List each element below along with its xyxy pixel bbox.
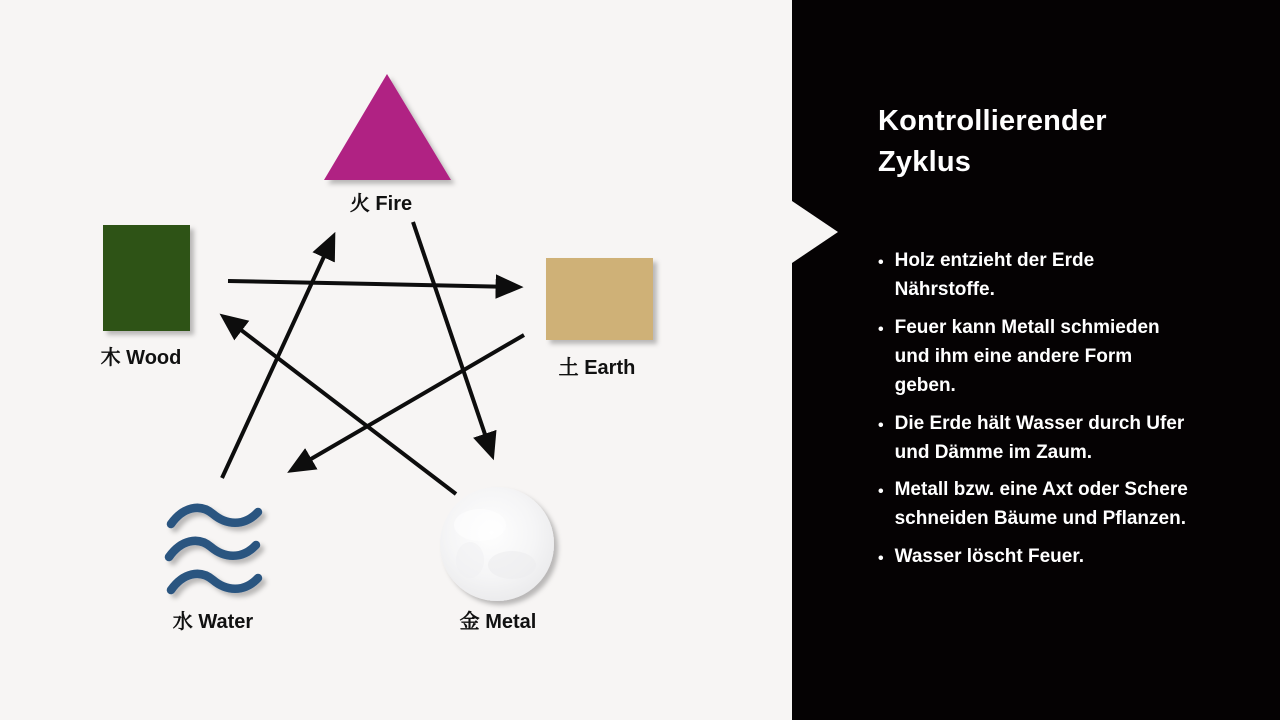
bullet-icon (878, 543, 895, 572)
metal-label: 金 Metal (459, 611, 537, 633)
wave-line (169, 541, 256, 557)
bullet-text: Metall bzw. eine Axt oder Schere schneiden Bäume und Pflanzen. (894, 479, 1188, 530)
water-label: 水 Water (172, 611, 254, 633)
bullet-item (878, 476, 1196, 534)
arrow-water-to-fire (222, 237, 333, 478)
bullet-icon (878, 410, 895, 468)
bullet-item (878, 543, 1196, 572)
panel-notch (792, 201, 838, 263)
bullet-icon (878, 476, 895, 534)
right-panel (792, 0, 1280, 720)
wave-line (171, 574, 258, 590)
arrow-wood-to-earth (228, 281, 518, 287)
bullet-item (878, 247, 1196, 305)
fire-triangle-shape (324, 74, 451, 180)
bullet-text: Holz entzieht der Erde Nährstoffe. (894, 250, 1095, 301)
page-title: Kontrollierender Zyklus (878, 105, 1107, 179)
bullet-text: Die Erde hält Wasser durch Ufer und Dämme im Zaum. (894, 412, 1185, 463)
bullet-item (878, 410, 1196, 468)
bullet-list (878, 247, 1196, 572)
arrow-metal-to-wood (224, 317, 456, 494)
wave-line (171, 508, 258, 524)
bullet-text: Feuer kann Metall schmieden und ihm eine andere Form geben. (894, 317, 1160, 396)
earth-rectangle-shape (546, 258, 653, 340)
earth-label: 土 Earth (558, 357, 636, 379)
water-waves-shape (169, 508, 258, 590)
arrow-fire-to-metal (413, 222, 492, 455)
bullet-item (878, 314, 1196, 401)
wood-label: 木 Wood (100, 347, 182, 369)
bullet-icon (878, 247, 895, 305)
bullet-text: Wasser löscht Feuer. (894, 546, 1084, 568)
metal-circle-shape (440, 487, 554, 601)
fire-label: 火 Fire (349, 193, 413, 215)
wood-rectangle-shape (103, 225, 190, 331)
bullet-icon (878, 314, 895, 401)
